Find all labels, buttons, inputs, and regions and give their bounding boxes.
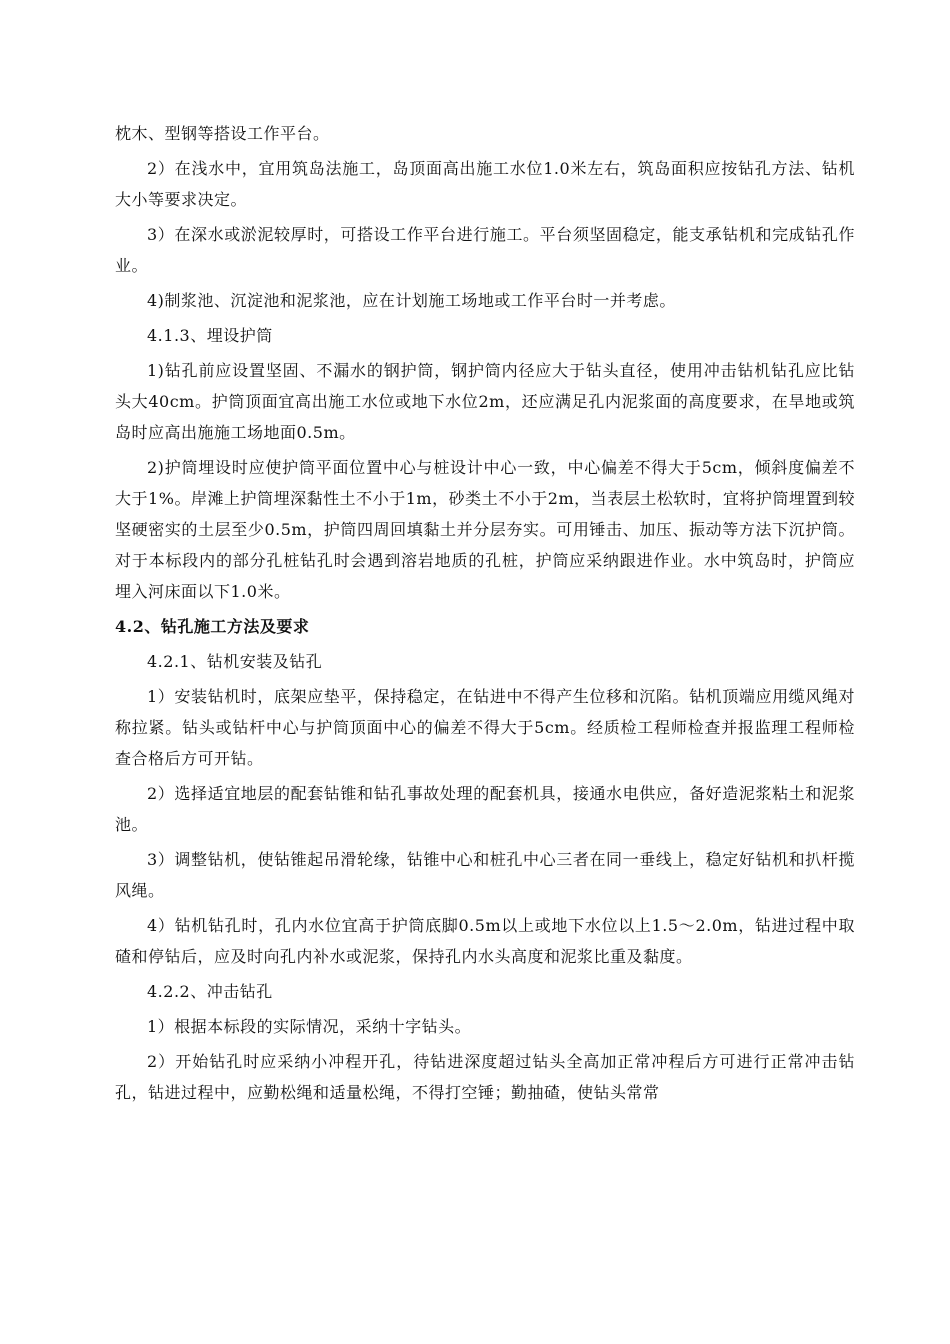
document-body [115,118,855,1112]
subheading-casing: 4.1.3、埋设护筒 [147,326,273,345]
paragraph-deep-water: 3）在深水或淤泥较厚时，可搭设工作平台进行施工。平台须坚固稳定，能支承钻机和完成钻孔作业。 [115,225,855,275]
subheading-rig-install: 4.2.1、钻机安装及钻孔 [147,652,323,671]
paragraph-slurry-pools: 4)制浆池、沉淀池和泥浆池，应在计划施工场地或工作平台时一并考虑。 [147,291,676,310]
paragraph-impact-2: 2）开始钻孔时应采纳小冲程开孔，待钻进深度超过钻头全高加正常冲程后方可进行正常冲击钻孔，钻进过程中，应勤松绳和适量松绳，不得打空锤；勤抽碴，使钻头常常 [115,1052,855,1102]
paragraph-continued: 枕木、型钢等搭设工作平台。 [115,124,330,143]
paragraph-rig-2: 2）选择适宜地层的配套钻锥和钻孔事故处理的配套机具，接通水电供应，备好造泥浆粘土和泥浆池。 [115,784,855,834]
paragraph-shallow-water: 2）在浅水中，宜用筑岛法施工，岛顶面高出施工水位1.0米左右，筑岛面积应按钻孔方法、钻机大小等要求决定。 [115,159,855,209]
paragraph-rig-1: 1）安装钻机时，底架应垫平，保持稳定，在钻进中不得产生位移和沉陷。钻机顶端应用缆风绳对称拉紧。钻头或钻杆中心与护筒顶面中心的偏差不得大于5cm。经质检工程师检查并报监理工程师检查合格后方可开钻。 [115,687,855,768]
paragraph-impact-1: 1）根据本标段的实际情况，采纳十字钻头。 [147,1017,472,1036]
paragraph-casing-2: 2)护筒埋设时应使护筒平面位置中心与桩设计中心一致，中心偏差不得大于5cm，倾斜度偏差不大于1%。岸滩上护筒埋深黏性土不小于1m，砂类土不小于2m，当表层土松软时，宜将护筒埋置到较坚硬密实的土层至少0.5m，护筒四周回填黏土并分层夯实。可用锤击、加压、振动等方法下沉护筒。对于本标段内的部分孔桩钻孔时会遇到溶岩地质的孔桩，护筒应采纳跟进作业。水中筑岛时，护筒应埋入河床面以下1.0米。 [115,458,855,601]
paragraph-casing-1: 1)钻孔前应设置坚固、不漏水的钢护筒，钢护筒内径应大于钻头直径，使用冲击钻机钻孔应比钻头大40cm。护筒顶面宜高出施工水位或地下水位2m，还应满足孔内泥浆面的高度要求，在旱地或筑岛时应高出施施工场地面0.5m。 [115,361,855,442]
paragraph-rig-3: 3）调整钻机，使钻锥起吊滑轮缘，钻锥中心和桩孔中心三者在同一垂线上，稳定好钻机和扒杆揽风绳。 [115,850,855,900]
paragraph-rig-4: 4）钻机钻孔时，孔内水位宜高于护筒底脚0.5m以上或地下水位以上1.5～2.0m，钻进过程中取碴和停钻后，应及时向孔内补水或泥浆，保持孔内水头高度和泥浆比重及黏度。 [115,916,855,966]
subheading-impact-drilling: 4.2.2、冲击钻孔 [147,982,273,1001]
section-heading-drilling: 4.2、钻孔施工方法及要求 [115,617,310,636]
